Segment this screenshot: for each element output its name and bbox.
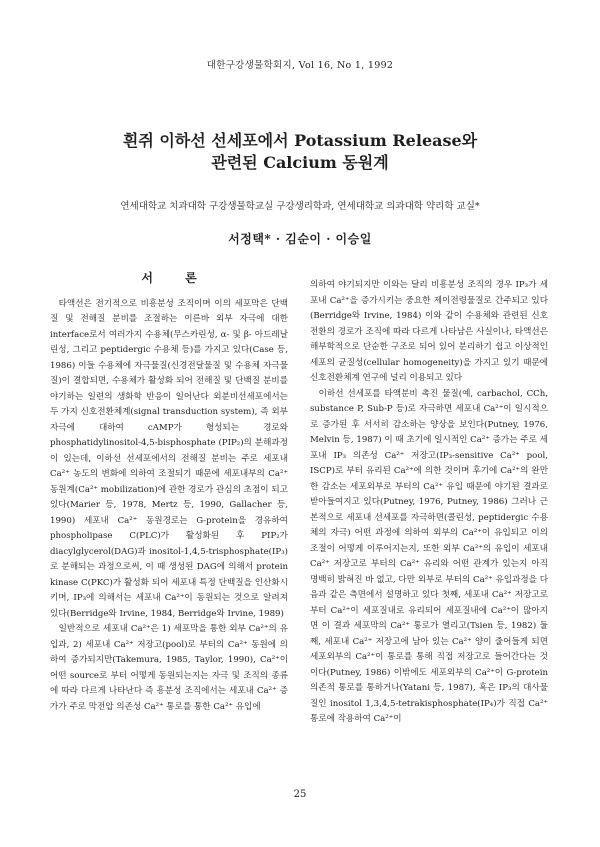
paragraph: 타액선은 전기적으로 비흥분성 조직이며 이의 세포막은 단백질 및 전해질 분비를 조절하는 이른바 외부 자극에 대한 interface로서 여러가지 수용체(무스카린성, α- 및 β- 아드레날린성, 그리고 peptidergic 수용체 등)를 가지고 있다(Case 등, 1986) 이들 수용체에 자극물질(신경전달물질 및 수용체 자극물질)이 결합되면, 수용체가 활성화 되어 전해질 및 단백질 분비를 야기하는 일련의 생화학 반응이 일어난다 외분비선세포에서는 두 가지 신호전환체계(signal transduction system), 즉 외부자극에 대하여 cAMP가 형성되는 경로와 phosphatidylinositol-4,5-bisphosphate (PIP₂)의 분해과정이 있는데, 이하선 선세포에서의 전해질 분비는 주로 세포내 Ca²⁺ 농도의 변화에 의하여 조절되기 때문에 세포내부의 Ca²⁺ 동원계(Ca²⁺ mobilization)에 관한 경로가 관심의 초점이 되고 있다(Marier 등, 1978, Mertz 등, 1990, Gallacher 등, 1990) 세포내 Ca²⁺ 동원경로는 G-protein을 경유하여 phospholipase C(PLC)가 활성화된 후 PIP₂가 diacylglycerol(DAG)과 inositol-1,4,5-trisphosphate(IP₃)로 분해되는 과정으로써, 이 때 생성된 DAG에 의해서 protein kinase C(PKC)가 활성화 되어 세포내 특정 단백질을 인산화시키며, IP₃에 의해서는 세포내 Ca²⁺이 동원되는 것으로 알려져 있다(Berridge와 Irvine, 1984, Berridge와 Irvine, 1989)	[50, 298, 288, 619]
article-title	[60, 130, 540, 174]
paragraph: 일반적으로 세포내 Ca²⁺은 1) 세포막을 통한 외부 Ca²⁺의 유입과, 2) 세포내 Ca²⁺ 저장고(pool)로 부터의 Ca²⁺ 동원에 의하여 증가되지만(Takemura, 1985, Taylor, 1990), Ca²⁺이 어떤 source로 부터 어떻게 동원되는지는 자극 및 조직의 종류에 따라 다르게 나타난다 즉 흥분성 조직에서는 세포내 Ca²⁺ 증가가 주로 막전압 의존성 Ca²⁺ 통로를 통한 Ca²⁺ 유입에	[50, 624, 288, 712]
affiliation: 연세대학교 치과대학 구강생물학교실 구강생리학과, 연세대학교 의과대학 약리학 교실*	[120, 201, 480, 212]
journal-citation: 대한구강생물학회지, Vol 16, No 1, 1992	[206, 60, 394, 71]
left-column	[50, 271, 288, 715]
authors: 서정택* · 김순이 · 이승일	[228, 232, 372, 246]
right-column	[310, 278, 548, 728]
title-line-2: 관련된 Calcium 동원계	[211, 153, 389, 172]
paragraph: 이하선 선세포를 타액분비 촉진 물질(예, carbachol, CCh, substance P, Sub-P 등)로 자극하면 세포내 Ca²⁺이 일시적으로 증가된 후 서서히 감소하는 양상을 보인다(Putney, 1976, Melvin 등, 1987) 이 때 초기에 일시적인 Ca²⁺ 증가는 주로 세포내 IP₃ 의존성 Ca²⁺ 저장고(IP₃-sensitive Ca²⁺ pool, ISCP)로 부터 유리된 Ca²⁺에 의한 것이며 후기에 Ca²⁺의 완만한 감소는 세포외부로 부터의 Ca²⁺ 유입 때문에 야기된 결과로 받아들여지고 있다(Putney, 1976, Putney, 1986) 그러나 근본적으로 세포내 선세포를 자극하면(콜린성, peptidergic 수용체의 자극) 어떤 과정에 의하여 외부의 Ca²⁺이 유입되고 이의 조절이 어떻게 이루어지는지, 또한 외부 Ca²⁺의 유입이 세포내 Ca²⁺ 저장고로 부터의 Ca²⁺ 유리와 어떤 관계가 있는지 아직 명백히 밝혀진 바 없고, 다만 외부로 부터의 Ca²⁺ 유입과정을 다음과 같은 측면에서 설명하고 있다 첫째, 세포내 Ca²⁺ 저장고로 부터 Ca²⁺이 세포질내로 유리되어 세포질내에 Ca²⁺이 많아지면 이 결과 세포막의 Ca²⁺ 통로가 열리고(Tsien 등, 1982) 둘째, 세포내 Ca²⁺ 저장고에 남아 있는 Ca²⁺ 양이 줄어들게 되면 세포외부의 Ca²⁺이 통로를 통해 직접 저장고로 들어간다는 것이다(Putney, 1986) 이밖에도 세포외부의 Ca²⁺이 G-protein 의존적 통로를 통하거나(Yatani 등, 1987), 혹은 IP₃의 대사물질인 inositol 1,3,4,5-tetrakisphosphate(IP₄)가 직접 Ca²⁺ 통로에 작용하여 Ca²⁺이	[310, 388, 548, 724]
section-heading: 서 론	[141, 271, 211, 285]
paragraph: 의하여 야기되지만 이와는 달리 비흥분성 조직의 경우 IP₃가 세포내 Ca²⁺을 증가시키는 중요한 제이전령물질로 간주되고 있다(Berridge와 Irvine, 1984) 이와 같이 수용체와 관련된 신호전환의 경로가 조직에 따라 다르게 나타남은 사실이나, 타액선은 해부학적으로 단순한 구조로 되어 있어 분리하기 쉽고 이상적인 세포의 균질성(cellular homogeneity)을 가지고 있기 때문에 신호전환체계 연구에 널리 이용되고 있다	[310, 280, 548, 383]
page-number: 25	[293, 789, 307, 800]
title-line-1: 흰쥐 이하선 선세포에서 Potassium Release와	[122, 131, 478, 150]
